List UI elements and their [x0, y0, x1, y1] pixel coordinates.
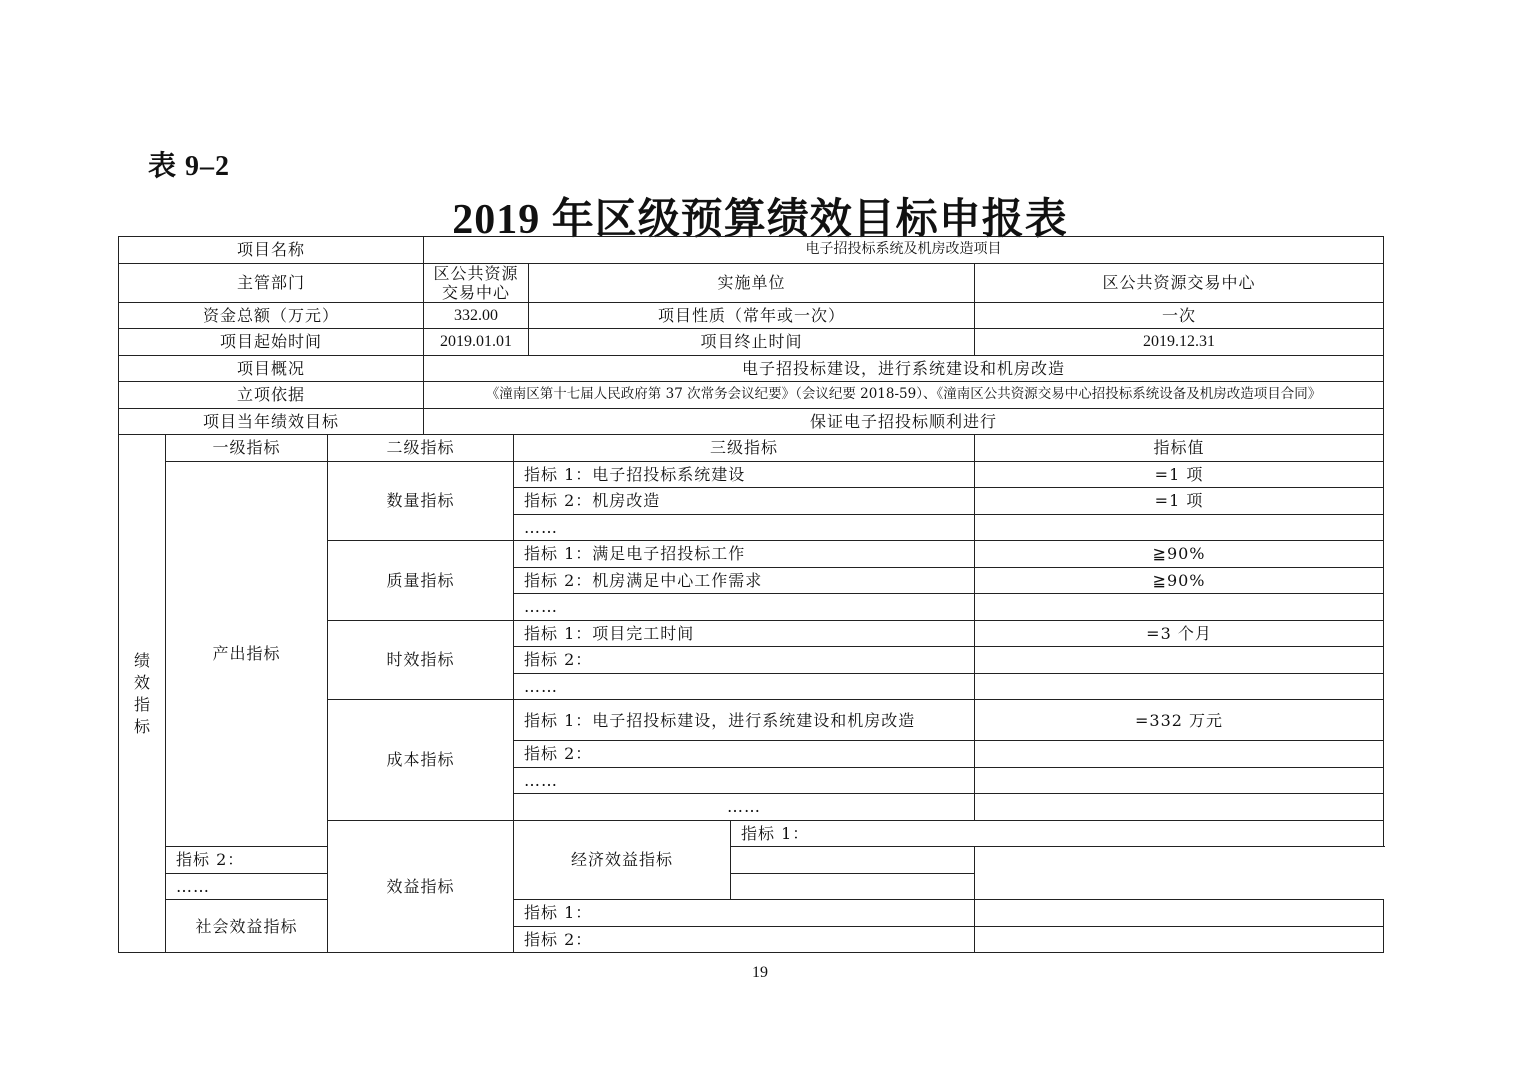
- indicator-value: [975, 926, 1384, 953]
- impl-value: 区公共资源交易中心: [975, 263, 1384, 302]
- indicator-name: 指标 2：: [166, 847, 424, 874]
- indicator-value: [975, 594, 1384, 621]
- start-value: 2019.01.01: [424, 329, 529, 356]
- indicator-name: 指标 2：机房满足中心工作需求: [514, 567, 975, 594]
- row-department: [119, 263, 1384, 302]
- indicator-name: 指标 2：: [514, 647, 975, 674]
- row-period: [119, 329, 1384, 356]
- col-header-level1: 一级指标: [166, 435, 328, 462]
- indicator-value: =332 万元: [975, 700, 1384, 741]
- indicator-value: =1 项: [975, 461, 1384, 488]
- goal-value: 保证电子招投标顺利进行: [424, 408, 1384, 435]
- performance-target-table: [118, 236, 1384, 953]
- goal-label: 项目当年绩效目标: [119, 408, 424, 435]
- indicator-name: 指标 2：: [514, 926, 975, 953]
- indicator-name: 指标 1：电子招投标系统建设: [514, 461, 975, 488]
- overview-value: 电子招投标建设，进行系统建设和机房改造: [424, 355, 1384, 382]
- indicator-value: [975, 794, 1384, 821]
- indicator-value: [975, 673, 1384, 700]
- section-label: 绩效指标: [119, 435, 166, 953]
- indicator-value: ≧90%: [975, 567, 1384, 594]
- document-title: 2019 年区级预算绩效目标申报表: [452, 197, 1068, 243]
- row-funds: [119, 302, 1384, 329]
- indicator-name: 指标 2：: [514, 741, 975, 768]
- quality-indicator-label: 质量指标: [328, 541, 514, 621]
- indicator-value: [731, 873, 975, 900]
- row-goal: [119, 408, 1384, 435]
- basis-label: 立项依据: [119, 382, 424, 409]
- row-basis: [119, 382, 1384, 409]
- indicator-name: ……: [514, 594, 975, 621]
- funds-value: 332.00: [424, 302, 529, 329]
- start-label: 项目起始时间: [119, 329, 424, 356]
- row-overview: [119, 355, 1384, 382]
- basis-value: 《潼南区第十七届人民政府第 37 次常务会议纪要》（会议纪要 2018-59）、《潼南区公共资源交易中心招投标系统设备及机房改造项目合同》: [424, 382, 1384, 409]
- dept-value: 区公共资源交易中心: [424, 263, 529, 302]
- indicator-value: [975, 767, 1384, 794]
- indicator-value: =3 个月: [975, 620, 1384, 647]
- level2-ellipsis: ……: [514, 794, 975, 821]
- social-indicator-label: 社会效益指标: [166, 900, 328, 953]
- indicator-value: [731, 847, 975, 874]
- indicator-name: ……: [514, 673, 975, 700]
- col-header-level3: 三级指标: [514, 435, 975, 462]
- table-row: [119, 847, 1384, 874]
- indicator-value: =1 项: [975, 488, 1384, 515]
- table-row: [119, 873, 1384, 900]
- project-name-label: 项目名称: [119, 237, 424, 264]
- overview-label: 项目概况: [119, 355, 424, 382]
- indicator-name: ……: [514, 514, 975, 541]
- page-number: 19: [752, 964, 768, 981]
- output-indicator-label: 产出指标: [166, 461, 328, 847]
- indicator-name: 指标 1：满足电子招投标工作: [514, 541, 975, 568]
- indicator-name: 指标 1：项目完工时间: [514, 620, 975, 647]
- end-label: 项目终止时间: [529, 329, 975, 356]
- nature-label: 项目性质（常年或一次）: [529, 302, 975, 329]
- row-project-name: [119, 237, 1384, 264]
- table-label: 表 9–2: [148, 151, 231, 182]
- indicator-name: 指标 1：: [731, 820, 1384, 847]
- benefit-indicator-label: 效益指标: [328, 820, 514, 953]
- nature-value: 一次: [975, 302, 1384, 329]
- indicator-value: [975, 741, 1384, 768]
- indicator-name: ……: [514, 767, 975, 794]
- indicator-value: [975, 900, 1384, 927]
- table-row: [119, 461, 1384, 488]
- table-row: [119, 900, 1384, 927]
- cost-indicator-label: 成本指标: [328, 700, 514, 821]
- col-header-value: 指标值: [975, 435, 1384, 462]
- indicator-name: 指标 1：电子招投标建设，进行系统建设和机房改造: [514, 700, 975, 741]
- indicator-name: 指标 2：机房改造: [514, 488, 975, 515]
- row-indicator-headers: [119, 435, 1384, 462]
- indicator-name: ……: [166, 873, 424, 900]
- col-header-level2: 二级指标: [328, 435, 514, 462]
- quantity-indicator-label: 数量指标: [328, 461, 514, 541]
- indicator-value: [975, 647, 1384, 674]
- indicator-value: [975, 514, 1384, 541]
- economic-indicator-label: 经济效益指标: [514, 820, 731, 900]
- project-name-value: 电子招投标系统及机房改造项目: [424, 237, 1384, 264]
- end-value: 2019.12.31: [975, 329, 1384, 356]
- dept-label: 主管部门: [119, 263, 424, 302]
- indicator-name: 指标 1：: [514, 900, 975, 927]
- indicator-value: ≧90%: [975, 541, 1384, 568]
- timeliness-indicator-label: 时效指标: [328, 620, 514, 700]
- funds-label: 资金总额（万元）: [119, 302, 424, 329]
- impl-label: 实施单位: [529, 263, 975, 302]
